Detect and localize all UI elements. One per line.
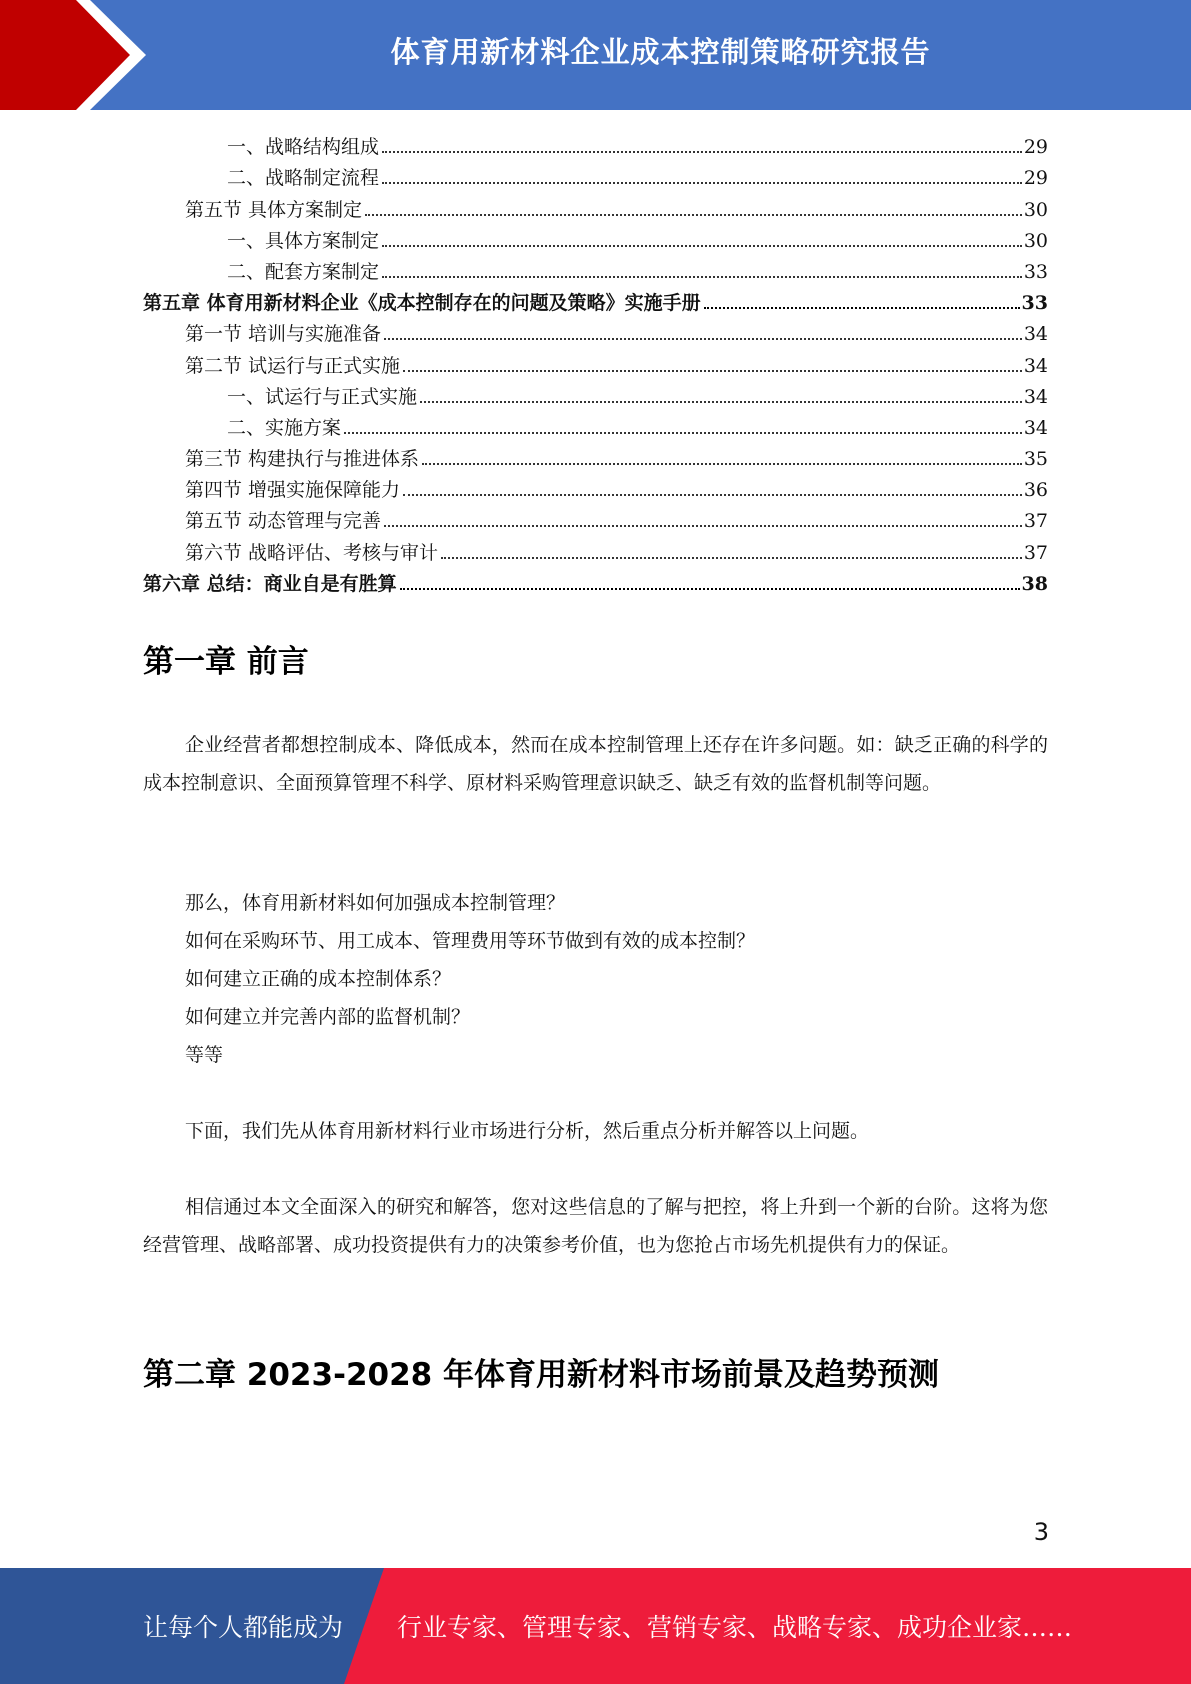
chapter-1-paragraph-1: 企业经营者都想控制成本、降低成本，然而在成本控制管理上还存在许多问题。如：缺乏正确的科学的成本控制意识、全面预算管理不科学、原材料采购管理意识缺乏、缺乏有效的监督机制等问题。 (143, 734, 1048, 794)
toc-entry[interactable] (143, 440, 1048, 471)
footer-slogan-left: 让每个人都能成为 (143, 1613, 344, 1642)
toc-dot-leader (365, 213, 1022, 216)
toc-entry[interactable] (143, 284, 1048, 315)
toc-dot-leader (382, 244, 1022, 247)
toc-entry[interactable] (143, 159, 1048, 190)
toc-entry-title: 第五章 体育用新材料企业《成本控制存在的问题及策略》实施手册 (143, 292, 701, 315)
toc-dot-leader (384, 337, 1022, 340)
toc-entry-page: 29 (1023, 167, 1048, 190)
toc-entry-page: 37 (1023, 541, 1048, 564)
page-footer (0, 1568, 1191, 1684)
toc-dot-leader (420, 400, 1022, 403)
question-line: 如何在采购环节、用工成本、管理费用等环节做到有效的成本控制？ (185, 930, 756, 952)
toc-entry-page: 34 (1023, 323, 1048, 346)
toc-entry-title: 第六章 总结：商业自是有胜算 (143, 572, 397, 595)
toc-entry-page: 36 (1023, 479, 1048, 502)
toc-entry-page: 38 (1021, 572, 1048, 595)
toc-entry-page: 35 (1023, 448, 1048, 471)
chapter-1-paragraph-2: 下面，我们先从体育用新材料行业市场进行分析，然后重点分析并解答以上问题。 (185, 1120, 870, 1142)
toc-dot-leader (384, 524, 1022, 527)
toc-entry-page: 37 (1023, 510, 1048, 533)
toc-dot-leader (344, 431, 1022, 434)
toc-entry-title: 第二节 试运行与正式实施 (185, 354, 401, 377)
toc-entry[interactable] (143, 346, 1048, 377)
toc-entry-page: 33 (1023, 260, 1048, 283)
report-title: 体育用新材料企业成本控制策略研究报告 (390, 34, 931, 69)
toc-entry-page: 34 (1023, 354, 1048, 377)
chapter-1-heading: 第一章 前言 (143, 644, 309, 680)
toc-entry[interactable] (143, 409, 1048, 440)
question-line: 如何建立正确的成本控制体系？ (185, 968, 452, 990)
page-number: 3 (1033, 1518, 1049, 1546)
toc-dot-leader (441, 556, 1022, 559)
question-line: 等等 (185, 1044, 224, 1066)
toc-entry-title: 第五节 动态管理与完善 (185, 510, 382, 533)
toc-entry[interactable] (143, 315, 1048, 346)
toc-entry-page: 34 (1023, 416, 1048, 439)
footer-slogan-right: 行业专家、管理专家、营销专家、战略专家、成功企业家…… (397, 1613, 1073, 1642)
toc-entry-title: 第三节 构建执行与推进体系 (185, 448, 420, 471)
toc-entry[interactable] (143, 533, 1048, 564)
toc-entry[interactable] (143, 253, 1048, 284)
toc-dot-leader (382, 275, 1022, 278)
toc-entry-page: 30 (1023, 198, 1048, 221)
chapter-2-heading: 第二章 2023-2028 年体育用新材料市场前景及趋势预测 (143, 1357, 940, 1393)
toc-entry-title: 第四节 增强实施保障能力 (185, 479, 401, 502)
question-line: 如何建立并完善内部的监督机制？ (185, 1006, 471, 1028)
toc-entry-title: 一、战略结构组成 (227, 136, 380, 159)
toc-entry[interactable] (143, 128, 1048, 159)
toc-dot-leader (422, 462, 1022, 465)
toc-entry-title: 二、战略制定流程 (227, 167, 380, 190)
toc-entry[interactable] (143, 502, 1048, 533)
toc-entry[interactable] (143, 190, 1048, 221)
toc-entry[interactable] (143, 222, 1048, 253)
toc-entry-page: 30 (1023, 229, 1048, 252)
toc-entry-title: 一、试运行与正式实施 (227, 385, 418, 408)
toc-entry-title: 一、具体方案制定 (227, 229, 380, 252)
toc-dot-leader (400, 587, 1020, 590)
toc-entry-title: 第六节 战略评估、考核与审计 (185, 541, 439, 564)
toc-dot-leader (382, 181, 1022, 184)
toc-dot-leader (704, 306, 1020, 309)
toc-dot-leader (403, 493, 1022, 496)
toc-entry[interactable] (143, 378, 1048, 409)
toc-entry-title: 二、实施方案 (227, 416, 342, 439)
page-header (0, 0, 1191, 110)
toc-entry-page: 29 (1023, 136, 1048, 159)
toc-entry-title: 第一节 培训与实施准备 (185, 323, 382, 346)
toc-entry-page: 34 (1023, 385, 1048, 408)
chapter-1-paragraph-3: 相信通过本文全面深入的研究和解答，您对这些信息的了解与把控，将上升到一个新的台阶。这将为您经营管理、战略部署、成功投资提供有力的决策参考价值，也为您抢占市场先机提供有力的保证。 (143, 1196, 1048, 1256)
toc-entry[interactable] (143, 565, 1048, 596)
toc-dot-leader (382, 150, 1022, 153)
toc-entry-title: 二、配套方案制定 (227, 260, 380, 283)
question-line: 那么，体育用新材料如何加强成本控制管理？ (185, 892, 566, 914)
toc-entry-page: 33 (1021, 292, 1048, 315)
table-of-contents (143, 128, 1048, 596)
toc-dot-leader (403, 369, 1022, 372)
toc-entry[interactable] (143, 471, 1048, 502)
toc-entry-title: 第五节 具体方案制定 (185, 198, 363, 221)
